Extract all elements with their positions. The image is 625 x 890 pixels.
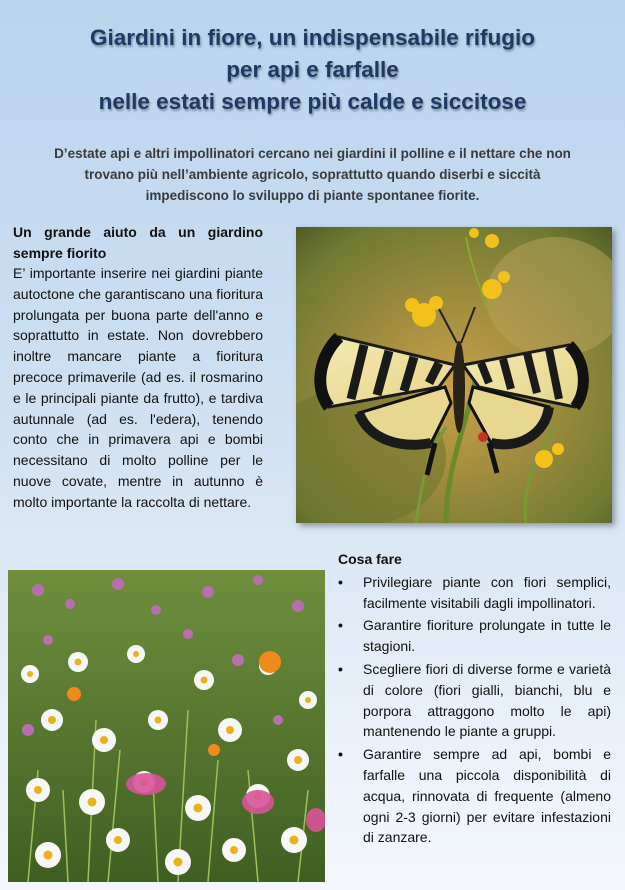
tips-list: [338, 572, 611, 848]
bullet-icon: •: [338, 660, 343, 677]
list-item-text: Garantire fioriture prolungate in tutte le stagioni.: [363, 617, 611, 655]
list-item-text: Garantire sempre ad api, bombi e farfalle una piccola disponibilità di acqua, rinnovata di frequente (almeno ogni 2-3 giorni) per evitare infestazioni di zanzare.: [363, 746, 611, 846]
subtitle-line: D’estate api e altri impollinatori cercano nei giardini il polline e il nettare che non: [54, 146, 571, 161]
section-heading: Un grande aiuto da un giardino sempre fiorito: [13, 224, 263, 261]
what-to-do-section: [338, 549, 611, 850]
page-title: [0, 22, 625, 118]
subtitle-line: trovano più nell’ambiente agricolo, soprattutto quando diserbi e siccità: [84, 167, 541, 182]
subtitle-line: impediscono lo sviluppo di piante spontanee fiorite.: [145, 188, 480, 203]
bullet-icon: •: [338, 746, 343, 763]
bullet-icon: •: [338, 573, 343, 590]
title-line: nelle estati sempre più calde e siccitose: [98, 89, 527, 114]
title-line: per api e farfalle: [226, 57, 399, 82]
list-item: [338, 659, 611, 742]
intro-section: [13, 222, 263, 513]
section-heading: Cosa fare: [338, 551, 402, 567]
title-line: Giardini in fiore, un indispensabile rifugio: [89, 25, 536, 50]
list-item: [338, 615, 611, 657]
list-item: [338, 744, 611, 848]
butterfly-photo: [296, 227, 612, 523]
wildflowers-photo: [8, 570, 325, 882]
section-body: E’ importante inserire nei giardini piante autoctone che garantiscano una fioritura prolungata per buona parte dell'anno e soprattutto in estate. Non dovrebbero inoltre mancare piante a fioritura precoce primaverile (ad es. il rosmarino e le principali piante da frutto), e tardiva autunnale (ad es. l'edera), tenendo conto che in primavera api e bombi necessitano di molto polline per le nuove covate, mentre in autunno è molto importante la raccolta di nettare.: [13, 265, 263, 510]
list-item: [338, 572, 611, 614]
page-subtitle: [20, 143, 605, 206]
list-item-text: Privilegiare piante con fiori semplici, facilmente visitabili dagli impollinatori.: [363, 573, 611, 611]
bullet-icon: •: [338, 617, 343, 634]
list-item-text: Scegliere fiori di diverse forme e varietà di colore (fiori gialli, bianchi, blu e porpora attraggono molto le api) mantenendo le piante a gruppi.: [363, 660, 611, 740]
